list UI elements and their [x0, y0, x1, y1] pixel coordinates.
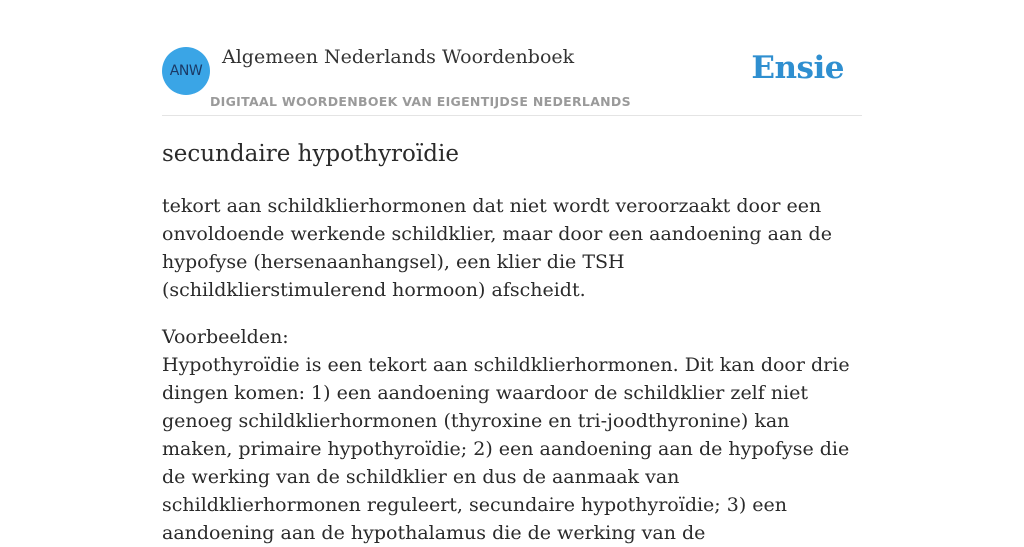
examples-label: Voorbeelden: — [162, 326, 289, 348]
anw-logo[interactable] — [162, 47, 210, 95]
entry-content — [162, 136, 862, 547]
logo-text: ANW — [169, 63, 203, 79]
site-subtitle: DIGITAAL WOORDENBOEK VAN EIGENTIJDSE NEDERLANDS — [210, 94, 631, 109]
site-title[interactable]: Algemeen Nederlands Woordenboek — [222, 46, 575, 68]
ensie-brand-link[interactable]: Ensie — [751, 50, 844, 86]
site-header — [162, 46, 862, 116]
example-text: Hypothyroïdie is een tekort aan schildklierhormonen. Dit kan door drie dingen komen: 1) een aandoening waardoor de schildklier zelf niet genoeg schildklierhormonen (thyroxine en tri-joodthyronine) kan maken, primaire hypothyroïdie; 2) een aandoening aan de hypofyse die de werking van de schildklier en dus de aanmaak van schildklierhormonen reguleert, secundaire hypothyroïdie; 3) een aandoening aan de hypothalamus die de werking van de — [162, 354, 850, 544]
entry-headword: secundaire hypothyroïdie — [162, 141, 459, 167]
entry-definition: tekort aan schildklierhormonen dat niet wordt veroorzaakt door een onvoldoende werkende schildklier, maar door een aandoening aan de hypofyse (hersenaanhangsel), een klier die TSH (schildklierstimulerend hormoon) afscheidt. — [162, 195, 832, 301]
